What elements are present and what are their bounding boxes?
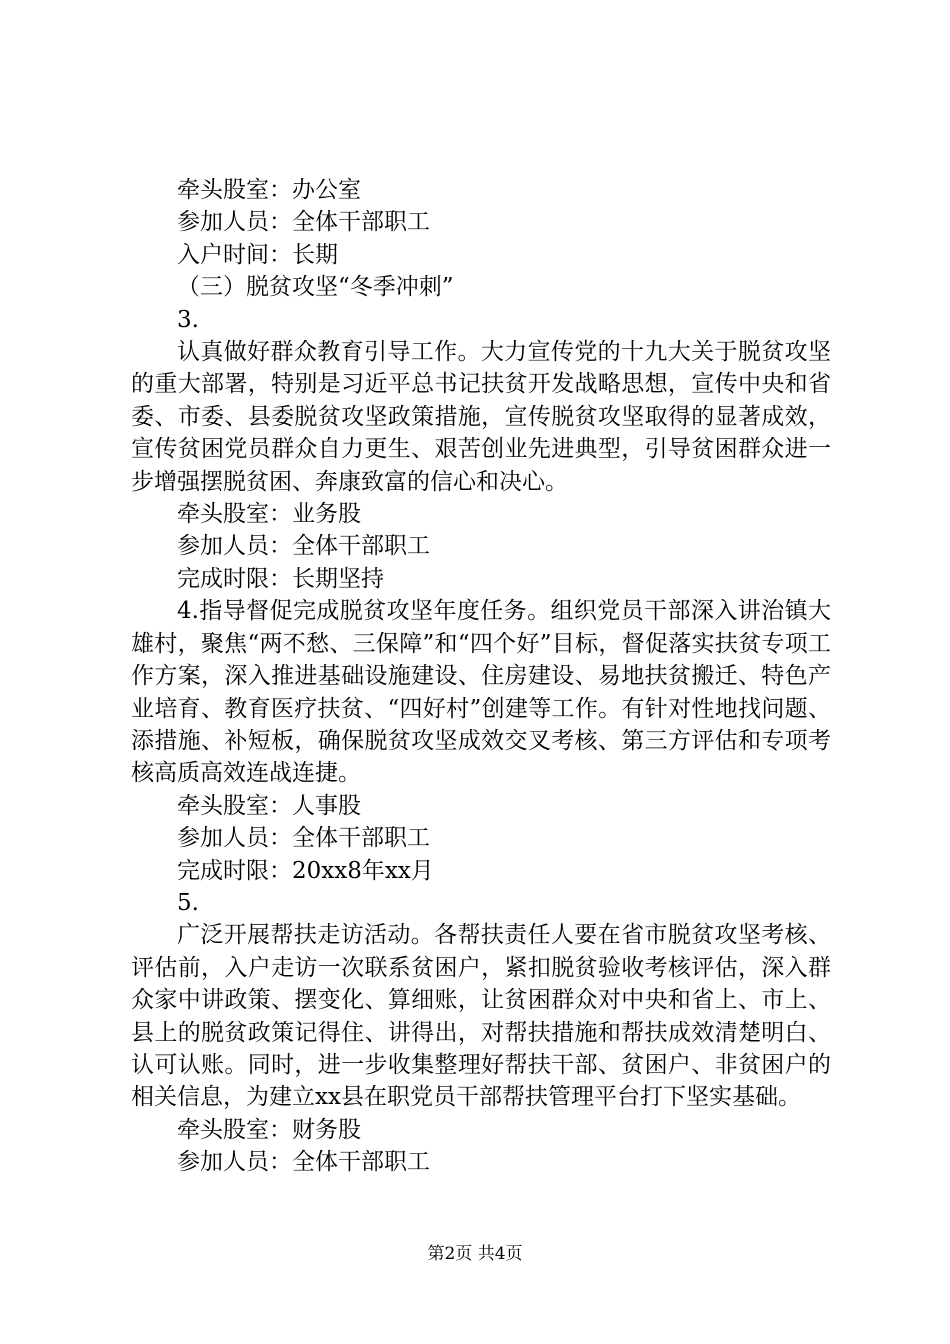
paragraph-education: 认真做好群众教育引导工作。大力宣传党的十九大关于脱贫攻坚的重大部署，特别是习近平总书记扶贫开发战略思想，宣传中央和省委、市委、县委脱贫攻坚政策措施，宣传脱贫攻坚取得的显著成效，宣传贫困党员群众自力更生、艰苦创业先进典型，引导贫困群众进一步增强摆脱贫困、奔康致富的信心和决心。	[131, 339, 831, 495]
deadline-line: 完成时限：长期坚持	[177, 565, 384, 592]
participants-line: 参加人员：全体干部职工	[177, 1149, 430, 1176]
visit-time-line: 入户时间：长期	[177, 241, 338, 268]
deadline-line: 完成时限：20xx8年xx月	[177, 857, 434, 884]
lead-office-line: 牵头股室：人事股	[177, 792, 361, 819]
item-number: 5.	[177, 889, 199, 916]
lead-office-line: 牵头股室：财务股	[177, 1116, 361, 1143]
lead-office-line: 牵头股室：业务股	[177, 501, 361, 528]
paragraph-annual-tasks: 4.指导督促完成脱贫攻坚年度任务。组织党员干部深入讲治镇大雄村，聚焦“两不愁、三保障”和“四个好”目标，督促落实扶贫专项工作方案，深入推进基础设施建设、住房建设、易地扶贫搬迁、特色产业培育、教育医疗扶贫、“四好村”创建等工作。有针对性地找问题、添措施、补短板，确保脱贫攻坚成效交叉考核、第三方评估和专项考核高质高效连战连捷。	[131, 598, 831, 787]
item-number: 3.	[177, 306, 199, 333]
section-heading: （三）脱贫攻坚“冬季冲刺”	[177, 274, 454, 301]
paragraph-visits: 广泛开展帮扶走访活动。各帮扶责任人要在省市脱贫攻坚考核、评估前，入户走访一次联系贫困户，紧扣脱贫验收考核评估，深入群众家中讲政策、摆变化、算细账，让贫困群众对中央和省上、市上、县上的脱贫政策记得住、讲得出，对帮扶措施和帮扶成效清楚明白、认可认账。同时，进一步收集整理好帮扶干部、贫困户、非贫困户的相关信息，为建立xx县在职党员干部帮扶管理平台打下坚实基础。	[131, 922, 831, 1111]
document-body	[131, 174, 831, 1179]
page-footer: 第2页 共4页	[427, 1244, 523, 1264]
participants-line: 参加人员：全体干部职工	[177, 209, 430, 236]
participants-line: 参加人员：全体干部职工	[177, 825, 430, 852]
participants-line: 参加人员：全体干部职工	[177, 533, 430, 560]
lead-office-line: 牵头股室：办公室	[177, 177, 361, 203]
